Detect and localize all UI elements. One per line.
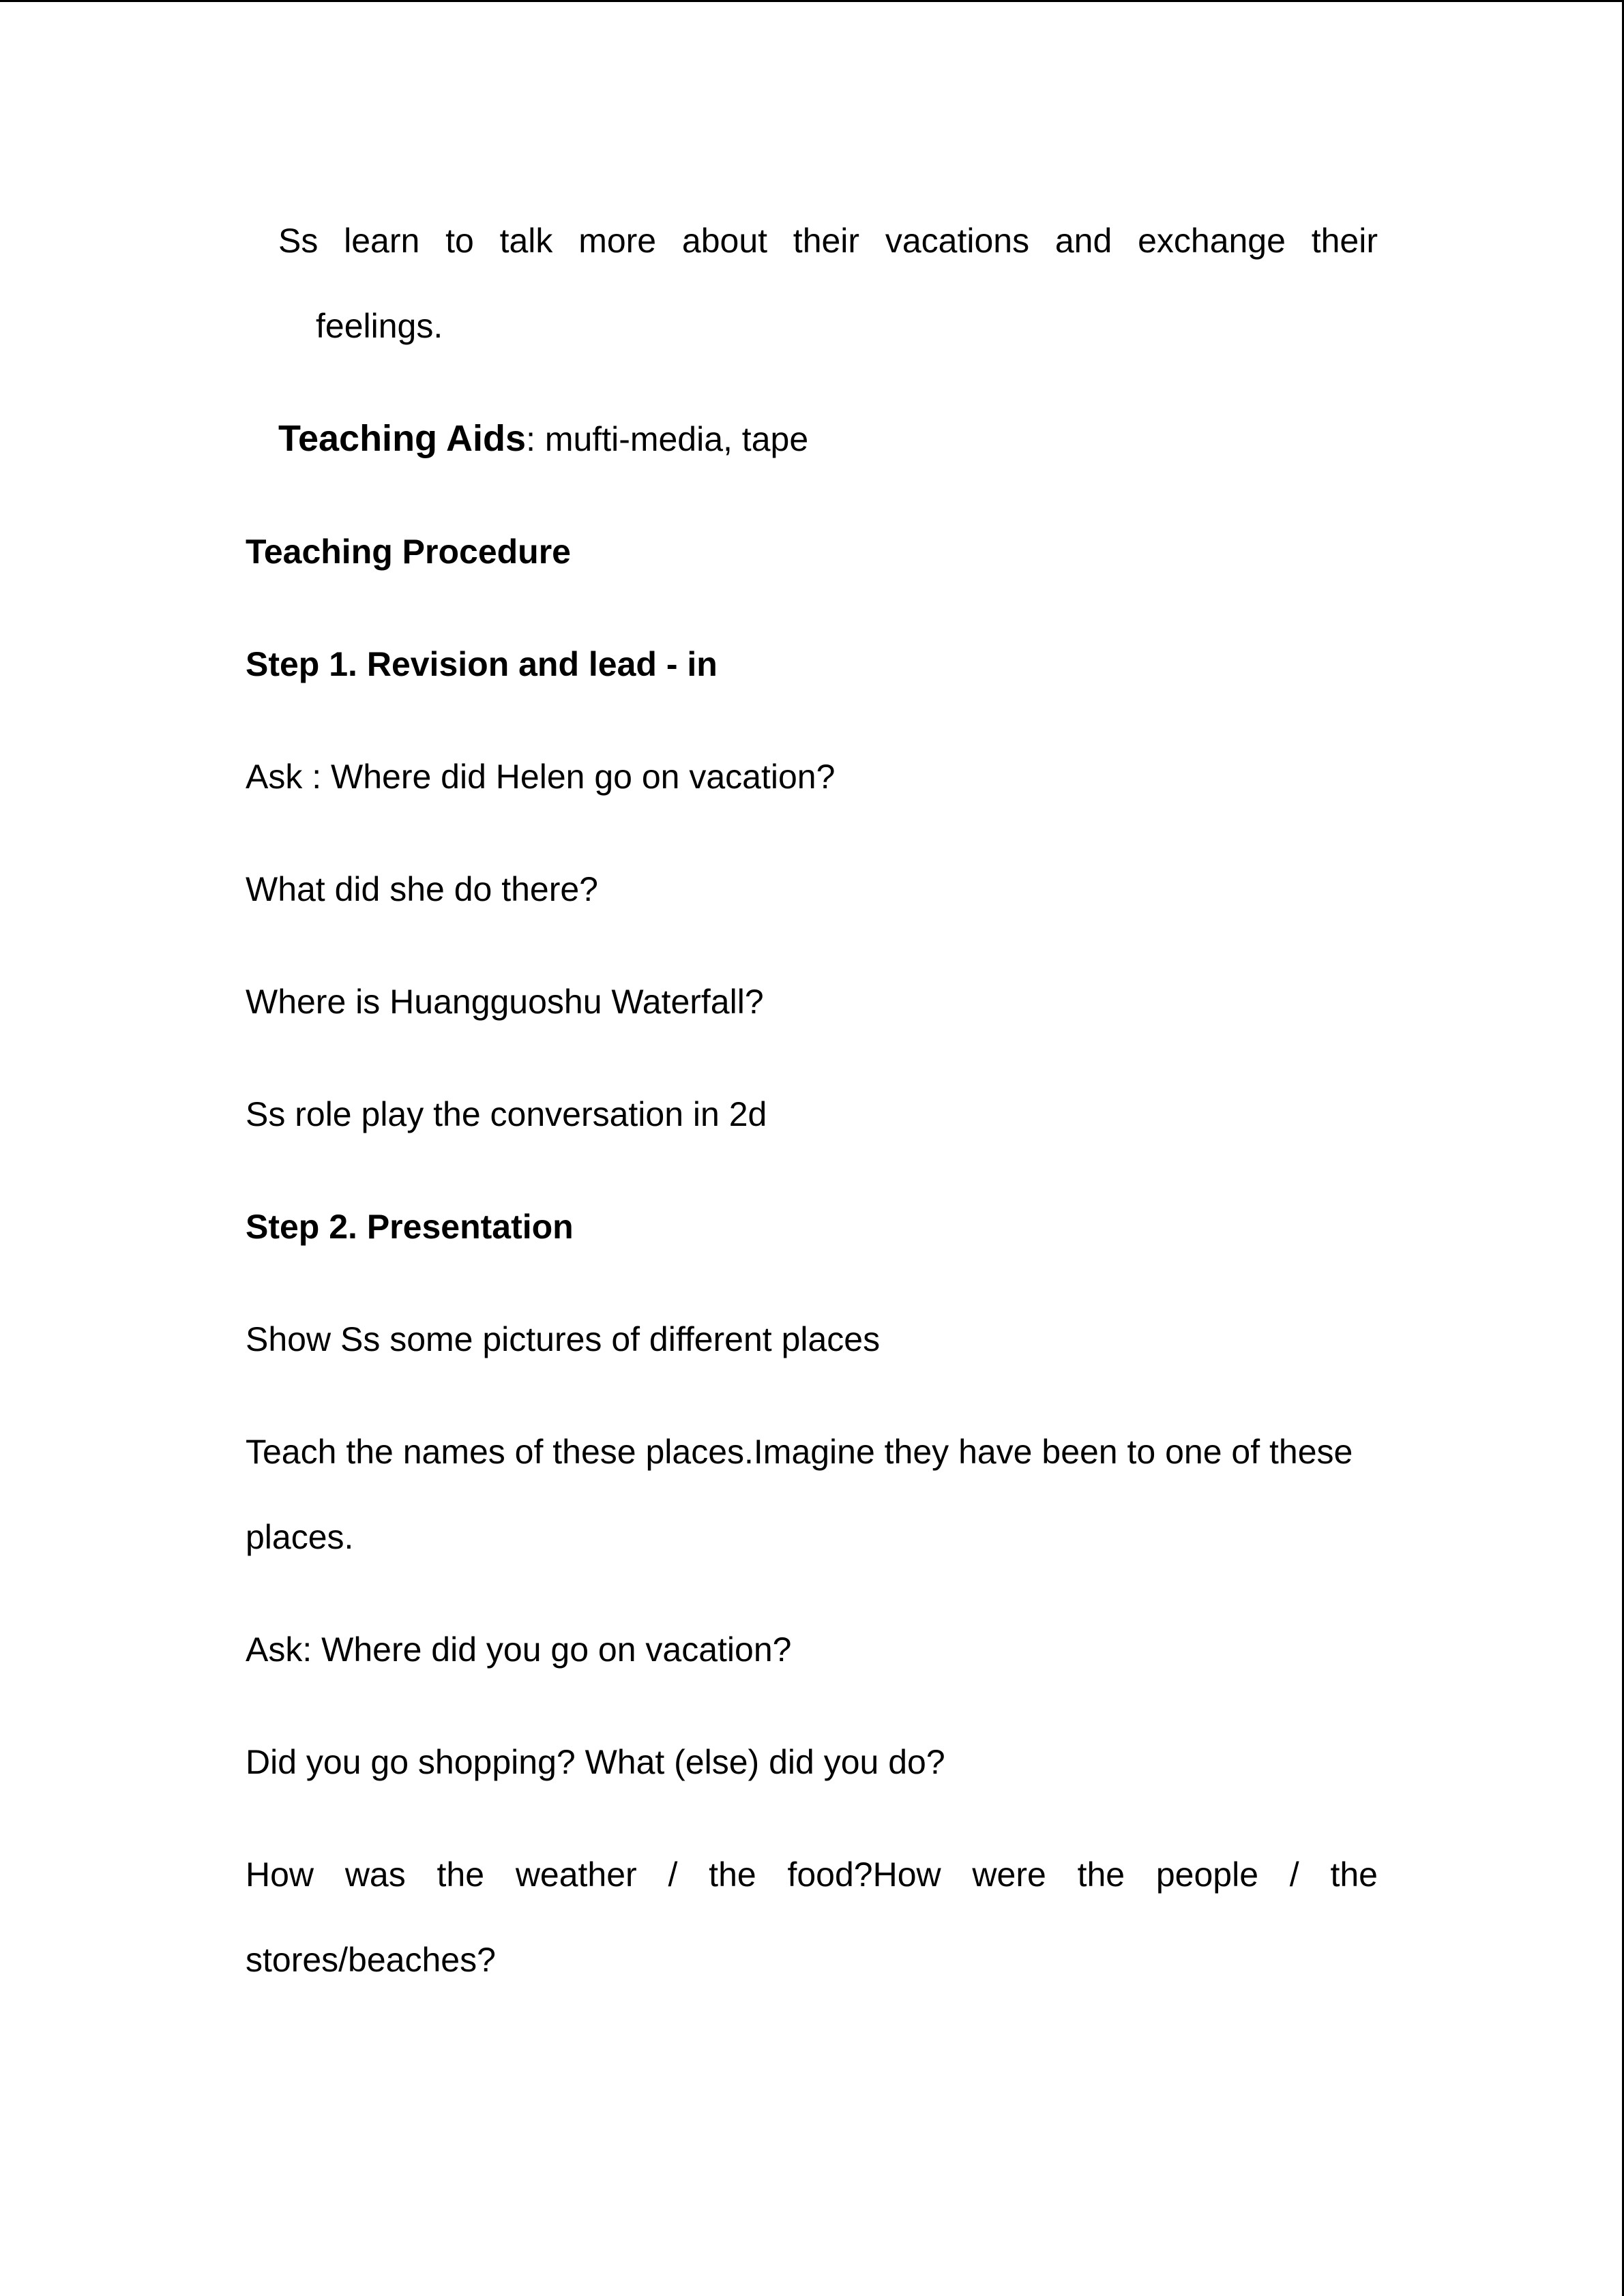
word: and — [1054, 222, 1112, 260]
word: Ss — [278, 222, 319, 260]
word: their — [793, 222, 860, 260]
step2-line-5b: stores/beaches? — [246, 1941, 496, 1979]
procedure-heading: Teaching Procedure — [246, 533, 571, 571]
word: were — [972, 1855, 1046, 1894]
word: more — [578, 222, 657, 260]
word: people — [1155, 1855, 1259, 1894]
word: weather — [515, 1855, 637, 1894]
word: / — [1289, 1855, 1299, 1894]
step1-line-2: What did she do there? — [246, 870, 598, 908]
word: about — [681, 222, 768, 260]
step2-line-5 — [246, 1854, 1378, 1895]
word: the — [1077, 1855, 1125, 1894]
step1-line-1: Ask : Where did Helen go on vacation? — [246, 758, 836, 796]
word: was — [344, 1855, 406, 1894]
word: the — [1330, 1855, 1378, 1894]
word: the — [709, 1855, 756, 1894]
word: their — [1311, 222, 1378, 260]
word: the — [437, 1855, 485, 1894]
step1-heading: Step 1. Revision and lead - in — [246, 645, 718, 683]
step1-line-3: Where is Huangguoshu Waterfall? — [246, 983, 764, 1021]
word: to — [445, 222, 474, 260]
step2-heading: Step 2. Presentation — [246, 1208, 574, 1246]
teaching-aids-value: : mufti-media, tape — [526, 420, 809, 458]
word: / — [668, 1855, 678, 1894]
word: talk — [499, 222, 553, 260]
step2-line-4: Did you go shopping? What (else) did you do? — [246, 1743, 945, 1781]
objective-line-2: feelings. — [316, 307, 443, 345]
step2-line-2a: Teach the names of these places.Imagine they have been to one of these — [246, 1433, 1353, 1471]
step1-line-4: Ss role play the conversation in 2d — [246, 1095, 767, 1133]
word: learn — [344, 222, 420, 260]
word: food?How — [787, 1855, 941, 1894]
teaching-aids-label: Teaching Aids — [278, 418, 527, 459]
objective-line-1 — [278, 220, 1378, 261]
step2-line-2b: places. — [246, 1518, 354, 1556]
word: exchange — [1138, 222, 1286, 260]
step2-line-1: Show Ss some pictures of different places — [246, 1320, 881, 1358]
word: How — [246, 1855, 314, 1894]
teaching-aids — [278, 418, 808, 460]
step2-line-3: Ask: Where did you go on vacation? — [246, 1630, 792, 1669]
word: vacations — [885, 222, 1030, 260]
